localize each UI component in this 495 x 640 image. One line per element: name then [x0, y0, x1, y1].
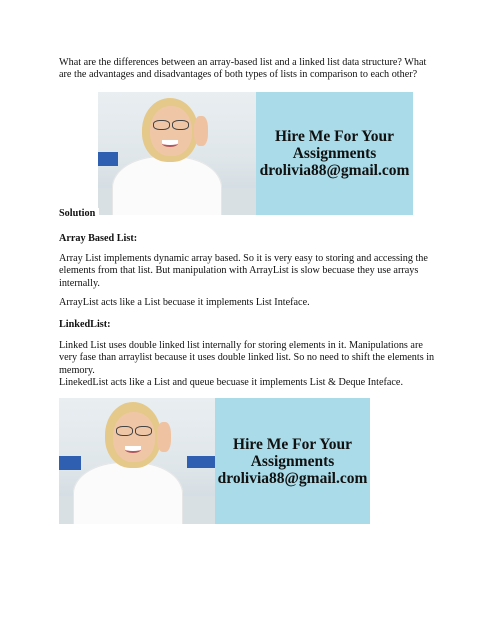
linkedlist-paragraph-2: LinekedList acts like a List and queue becuase it implements List & Deque Inteface. — [59, 377, 403, 388]
linkedlist-paragraph-1: Linked List uses double linked list internally for storing elements in it. Manipulations are very fase than arraylist because it uses double linked list. So no need to shift the elements in memory. — [59, 340, 435, 376]
advert-text-box-2 — [215, 398, 370, 524]
question-text: What are the differences between an array-based list and a linked list data structure? What are the advantages and disadvantages of both types of lists in comparison to each other? — [59, 57, 427, 81]
advert-banner-2 — [59, 398, 370, 524]
woman-photo-1 — [98, 92, 256, 215]
advert-text-box-1 — [256, 92, 413, 215]
advert-email-1[interactable]: drolivia88@gmail.com — [259, 162, 410, 179]
linkedlist-heading: LinkedList: — [59, 319, 111, 330]
advert-line-2b: Assignments — [250, 452, 335, 470]
advert-email-2[interactable]: drolivia88@gmail.com — [217, 469, 368, 487]
advert-banner-1 — [98, 92, 413, 215]
advert-line-1b: Hire Me For Your — [233, 435, 352, 453]
array-paragraph-2: ArrayList acts like a List becuase it implements List Inteface. — [59, 297, 310, 308]
array-paragraph-1: Array List implements dynamic array based. So it is very easy to storing and accessing the elements from that list. But manipulation with ArrayList is slow becuase they use arrays internally. — [59, 253, 428, 289]
advert-line-1: Hire Me For Your — [275, 128, 394, 145]
advert-line-2: Assignments — [292, 145, 377, 162]
solution-heading: Solution — [59, 208, 99, 220]
array-heading: Array Based List: — [59, 233, 138, 244]
woman-photo-2 — [59, 398, 215, 524]
